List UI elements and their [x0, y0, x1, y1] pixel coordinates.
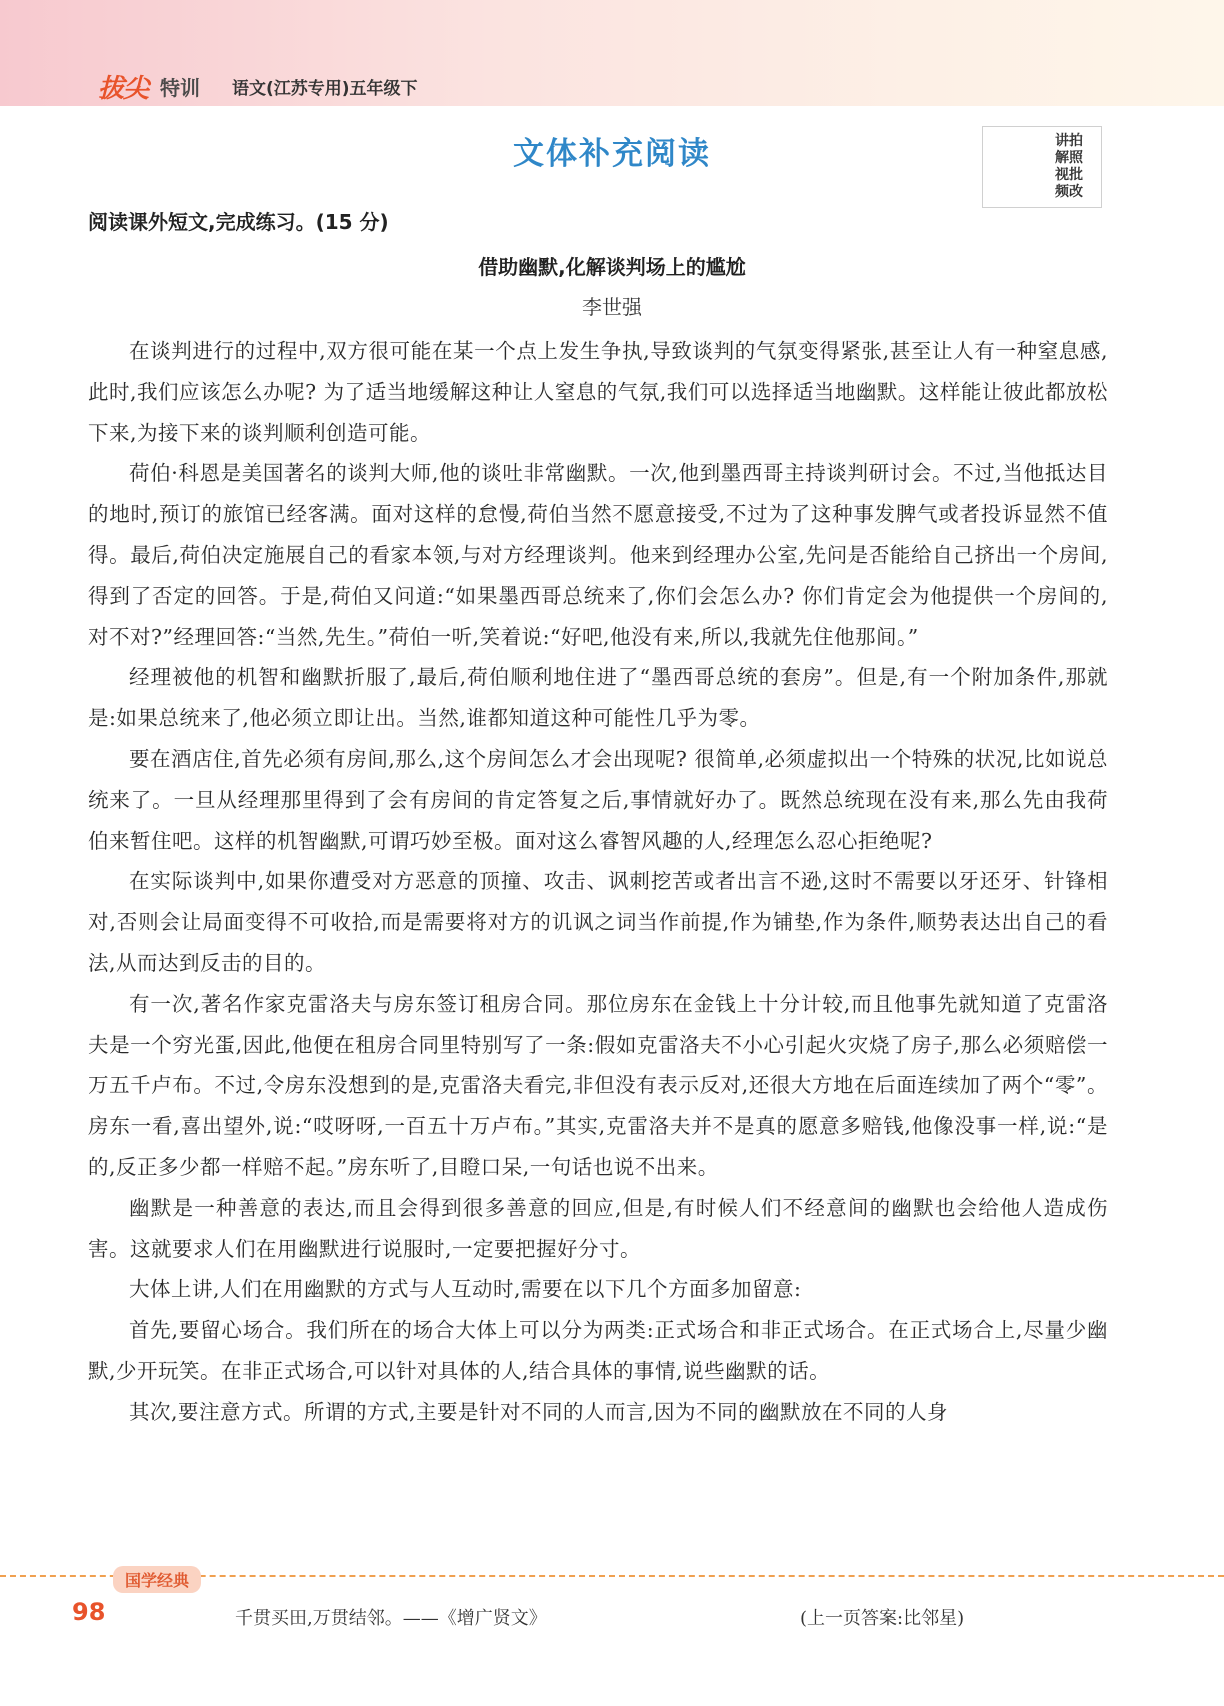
exercise-instruction: 阅读课外短文,完成练习。(15 分) [88, 210, 389, 234]
article-body [88, 331, 1108, 1433]
page-title: 文体补充阅读 [513, 136, 711, 172]
book-title: 语文(江苏专用)五年级下 [232, 79, 418, 99]
qr-label: 讲拍解照视批频改 [1055, 133, 1083, 200]
paragraph: 幽默是一种善意的表达,而且会得到很多善意的回应,但是,有时候人们不经意间的幽默也会给他人造成伤害。这就要求人们在用幽默进行说服时,一定要把握好分寸。 [88, 1195, 1108, 1261]
paragraph: 有一次,著名作家克雷洛夫与房东签订租房合同。那位房东在金钱上十分计较,而且他事先就知道了克雷洛夫是一个穷光蛋,因此,他便在租房合同里特别写了一条:假如克雷洛夫不小心引起火灾烧了房子,那么必须赔偿一万五千卢布。不过,令房东没想到的是,克雷洛夫看完,非但没有表示反对,还很大方地在后面连续加了两个“零”。房东一看,喜出望外,说:“哎呀呀,一百五十万卢布。”其实,克雷洛夫并不是真的愿意多赔钱,他像没事一样,说:“是的,反正多少都一样赔不起。”房东听了,目瞪口呆,一句话也说不出来。 [88, 991, 1108, 1179]
paragraph: 在实际谈判中,如果你遭受对方恶意的顶撞、攻击、讽刺挖苦或者出言不逊,这时不需要以牙还牙、针锋相对,否则会让局面变得不可收拾,而是需要将对方的讥讽之词当作前提,作为铺垫,作为条件,顺势表达出自己的看法,从而达到反击的目的。 [88, 869, 1108, 975]
series-logo-sub: 特训 [160, 76, 200, 100]
page-number: 98 [72, 1598, 106, 1626]
paragraph: 首先,要留心场合。我们所在的场合大体上可以分为两类:正式场合和非正式场合。在正式场合上,尽量少幽默,少开玩笑。在非正式场合,可以针对具体的人,结合具体的事情,说些幽默的话。 [88, 1318, 1108, 1383]
footer-quote: 千贯买田,万贯结邻。——《增广贤文》 [235, 1608, 547, 1629]
qr-code-box[interactable] [982, 126, 1102, 208]
article-author: 李世强 [582, 295, 642, 319]
paragraph: 大体上讲,人们在用幽默的方式与人互动时,需要在以下几个方面多加留意: [129, 1277, 802, 1302]
paragraph: 荷伯·科恩是美国著名的谈判大师,他的谈吐非常幽默。一次,他到墨西哥主持谈判研讨会。不过,当他抵达目的地时,预订的旅馆已经客满。面对这样的怠慢,荷伯当然不愿意接受,不过为了这种事发脾气或者投诉显然不值得。最后,荷伯决定施展自己的看家本领,与对方经理谈判。他来到经理办公室,先问是否能给自己挤出一个房间,得到了否定的回答。于是,荷伯又问道:“如果墨西哥总统来了,你们会怎么办? 你们肯定会为他提供一个房间的,对不对?”经理回答:“当然,先生。”荷伯一听,笑着说:“好吧,他没有来,所以,我就先住他那间。” [88, 461, 1108, 649]
previous-page-answer: (上一页答案:比邻星) [800, 1608, 965, 1629]
series-logo: 拔尖 [98, 74, 149, 104]
article-title: 借助幽默,化解谈判场上的尴尬 [478, 255, 746, 279]
paragraph: 经理被他的机智和幽默折服了,最后,荷伯顺利地住进了“墨西哥总统的套房”。但是,有一个附加条件,那就是:如果总统来了,他必须立即让出。当然,谁都知道这种可能性几乎为零。 [88, 665, 1108, 731]
paragraph: 在谈判进行的过程中,双方很可能在某一个点上发生争执,导致谈判的气氛变得紧张,甚至让人有一种窒息感,此时,我们应该怎么办呢? 为了适当地缓解这种让人窒息的气氛,我们可以选择适当地幽默。这样能让彼此都放松下来,为接下来的谈判顺利创造可能。 [88, 339, 1108, 445]
paragraph: 要在酒店住,首先必须有房间,那么,这个房间怎么才会出现呢? 很简单,必须虚拟出一个特殊的状况,比如说总统来了。一旦从经理那里得到了会有房间的肯定答复之后,事情就好办了。既然总统现在没有来,那么先由我荷伯来暂住吧。这样的机智幽默,可谓巧妙至极。面对这么睿智风趣的人,经理怎么忍心拒绝呢? [88, 746, 1108, 853]
footer-section-tag: 国学经典 [113, 1566, 201, 1593]
paragraph: 其次,要注意方式。所谓的方式,主要是针对不同的人而言,因为不同的幽默放在不同的人身 [129, 1399, 949, 1424]
